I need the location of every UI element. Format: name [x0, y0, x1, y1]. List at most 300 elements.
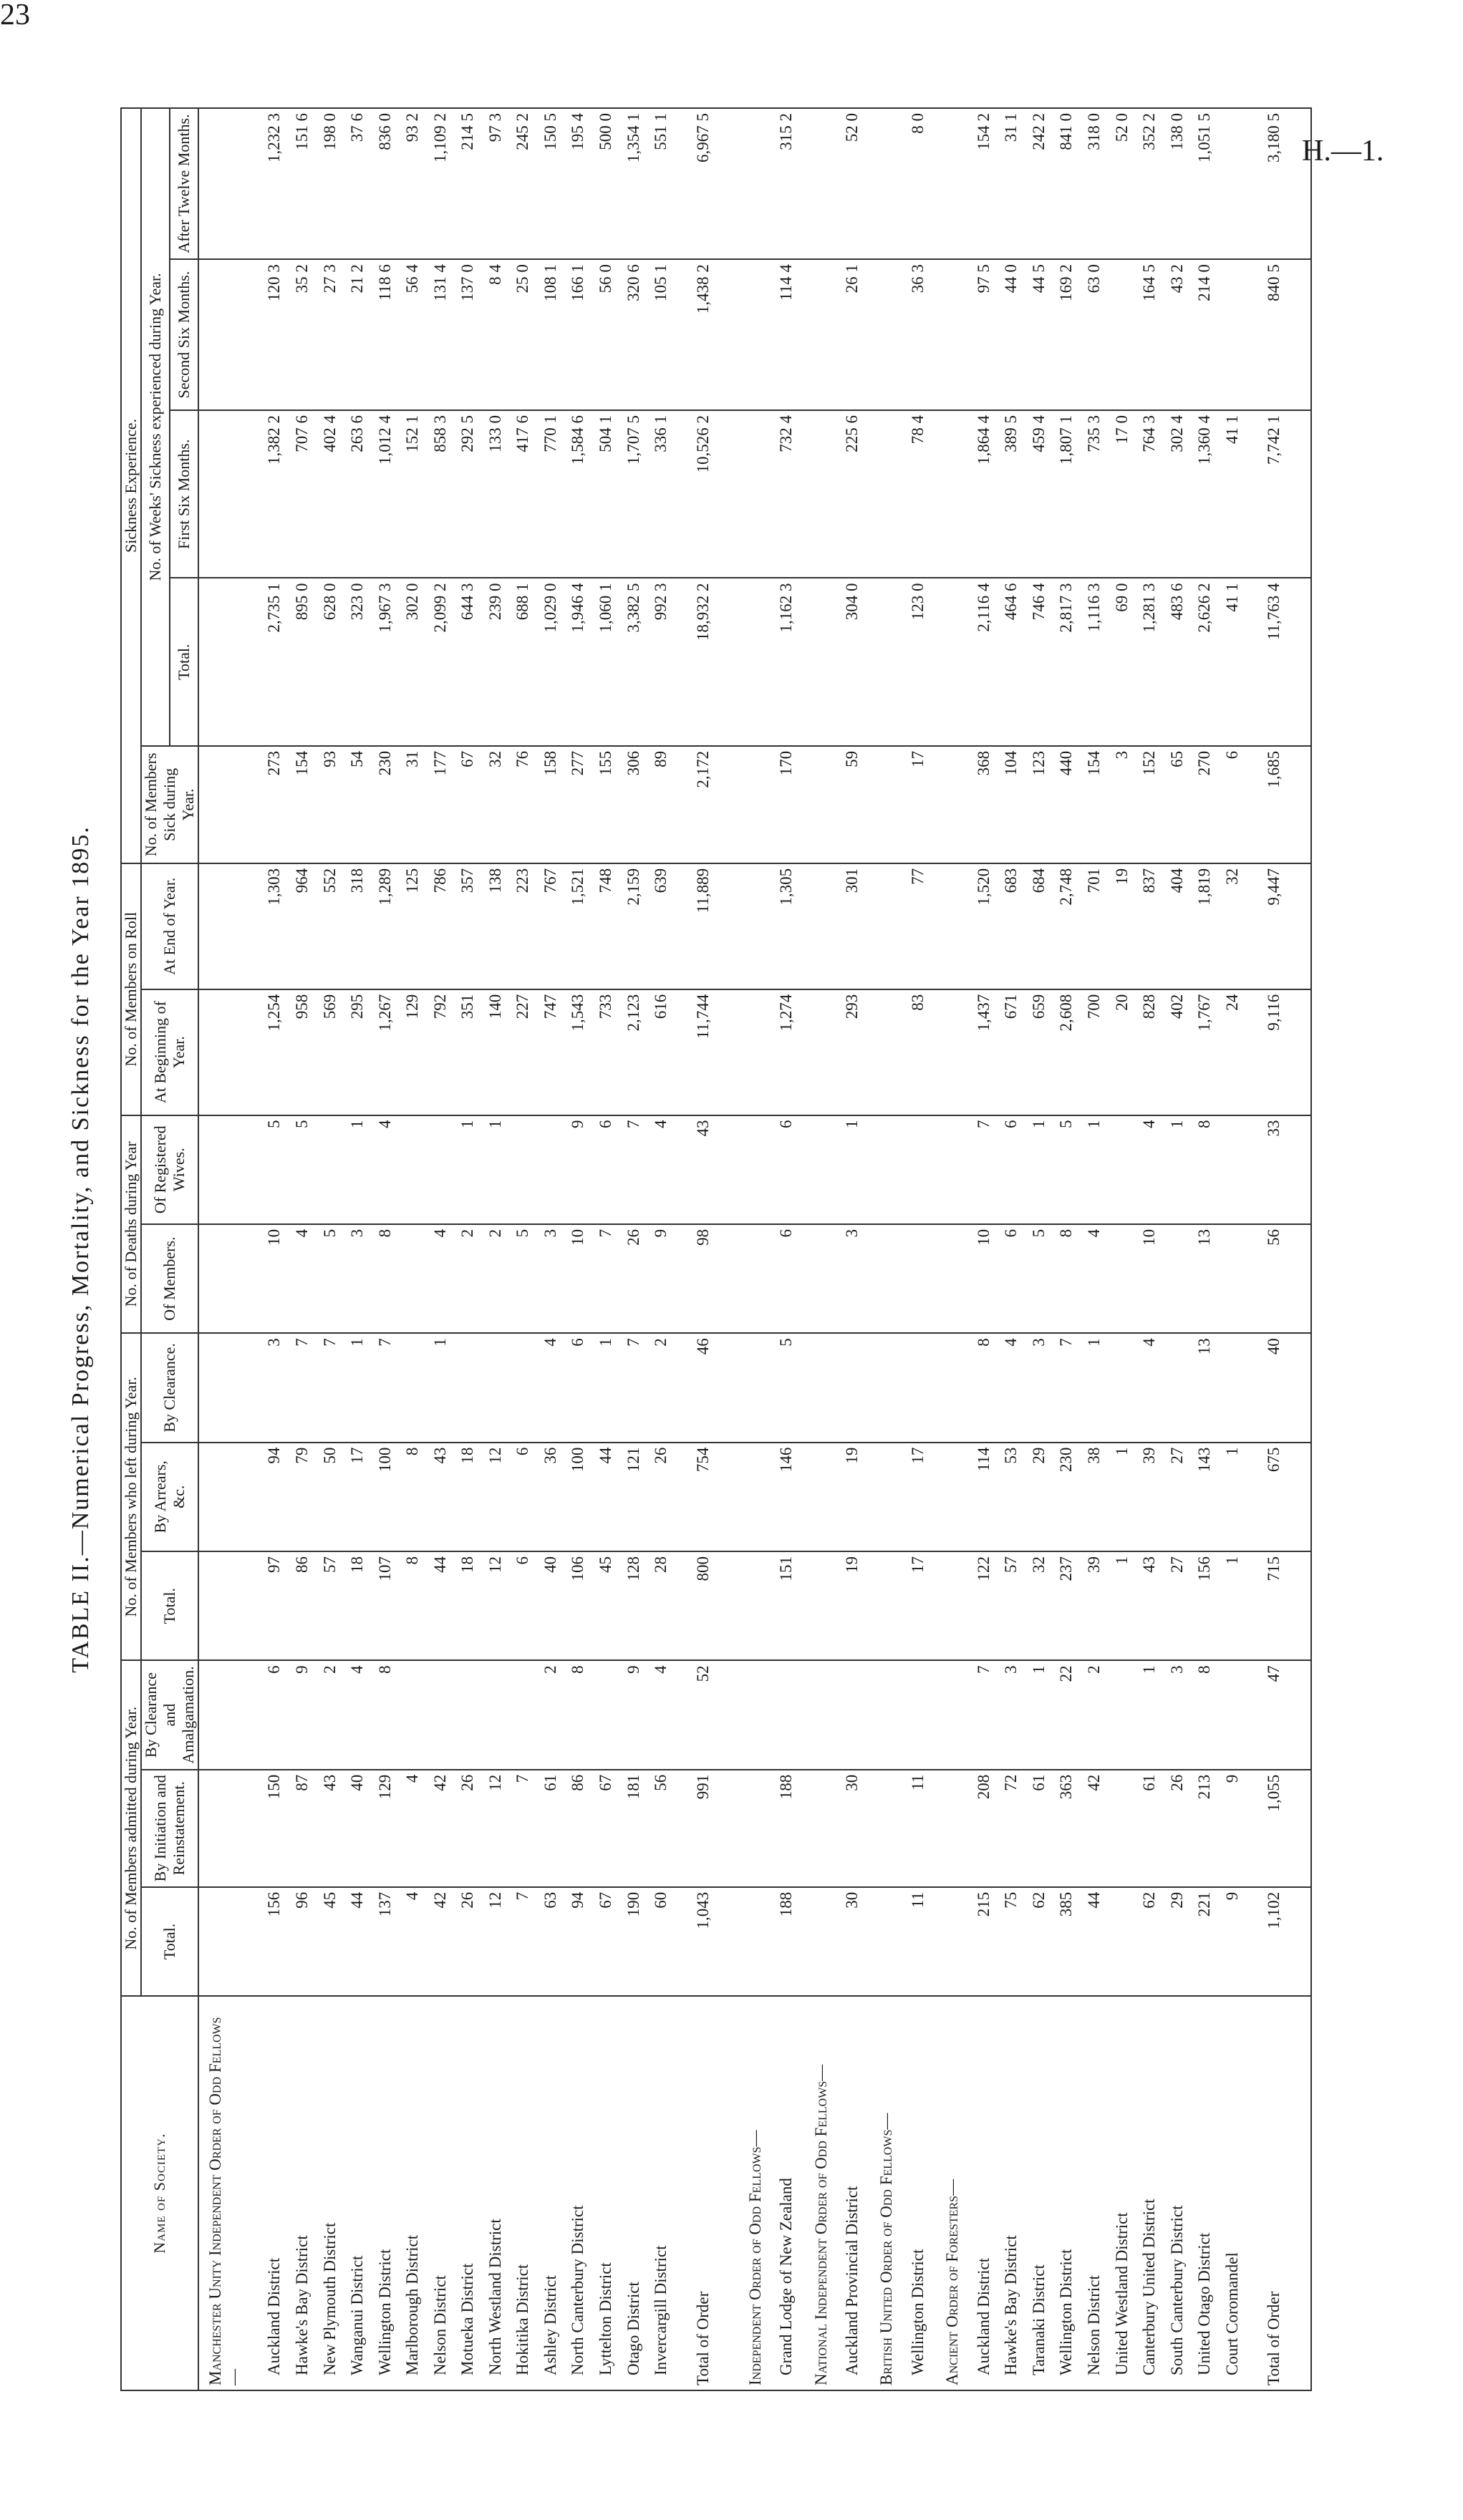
table-row	[376, 108, 404, 2390]
header-name-of-society: Name of Society.	[121, 1996, 198, 2390]
data-cell: 1,267	[376, 989, 404, 1115]
data-cell: 1	[348, 1115, 376, 1224]
header-admitted-initiation: By Initiation and Reinstatement.	[141, 1770, 198, 1887]
total-cell: 1,043	[680, 1887, 739, 1996]
data-cell: 1,281 3	[1140, 578, 1168, 745]
data-cell: 8	[569, 1660, 597, 1769]
data-cell: 19	[843, 1551, 871, 1660]
data-cell: 2	[458, 1224, 486, 1333]
total-cell: 7,742 1	[1250, 410, 1311, 578]
data-cell: 9	[652, 1224, 680, 1333]
empty-cell	[870, 1660, 908, 1769]
empty-cell	[198, 1115, 265, 1224]
data-cell	[1223, 108, 1251, 259]
data-cell: 27 3	[321, 259, 349, 410]
total-row	[1250, 108, 1311, 2390]
empty-cell	[198, 1224, 265, 1333]
data-cell: 2,123	[624, 989, 652, 1115]
data-cell: 733	[597, 989, 624, 1115]
table-row	[652, 108, 680, 2390]
data-cell: 9	[624, 1660, 652, 1769]
data-cell: 26 1	[843, 259, 871, 410]
data-cell: 2,817 3	[1057, 578, 1085, 745]
empty-cell	[739, 1770, 777, 1887]
table-row	[486, 108, 514, 2390]
data-cell: 964	[293, 863, 321, 989]
header-members-sick: No. of Members Sick during Year.	[141, 746, 198, 863]
data-cell: 190	[624, 1887, 652, 1996]
data-cell: 747	[541, 989, 569, 1115]
data-cell	[1168, 1224, 1196, 1333]
data-cell: 9	[1223, 1770, 1251, 1887]
empty-cell	[805, 259, 843, 410]
data-cell: 828	[1140, 989, 1168, 1115]
table-row	[513, 108, 541, 2390]
data-cell: 208	[975, 1770, 1003, 1887]
data-cell: 732 4	[777, 410, 805, 578]
data-cell: 150 5	[541, 108, 569, 259]
data-cell: 214 5	[458, 108, 486, 259]
society-name: Wellington District	[909, 1996, 937, 2390]
data-cell: 8	[403, 1551, 431, 1660]
table-row	[569, 108, 597, 2390]
total-cell: 46	[680, 1333, 739, 1442]
empty-cell	[198, 1551, 265, 1660]
data-cell: 150	[265, 1770, 293, 1887]
data-cell: 552	[321, 863, 349, 989]
total-cell: 43	[680, 1115, 739, 1224]
data-cell: 336 1	[652, 410, 680, 578]
data-cell: 1,303	[265, 863, 293, 989]
data-cell: 3	[1002, 1660, 1030, 1769]
data-cell: 30	[843, 1770, 871, 1887]
data-cell: 4	[376, 1115, 404, 1224]
data-cell: 1	[1030, 1115, 1058, 1224]
data-cell: 4	[403, 1770, 431, 1887]
data-cell	[909, 1333, 937, 1442]
society-group-heading: British United Order of Odd Fellows—	[870, 1996, 908, 2390]
empty-cell	[739, 108, 777, 259]
data-cell: 32	[486, 746, 514, 863]
table-row	[541, 108, 569, 2390]
data-cell: 1,060 1	[597, 578, 624, 745]
society-name: Auckland District	[975, 1996, 1003, 2390]
data-cell: 195 4	[569, 108, 597, 259]
data-cell: 6	[265, 1660, 293, 1769]
data-cell: 223	[513, 863, 541, 989]
society-name: Grand Lodge of New Zealand	[777, 1996, 805, 2390]
data-cell: 62	[1140, 1887, 1168, 1996]
total-cell: 52	[680, 1660, 739, 1769]
data-cell	[513, 1660, 541, 1769]
total-cell: 11,763 4	[1250, 578, 1311, 745]
total-cell: 47	[1250, 1660, 1311, 1769]
data-cell: 684	[1030, 863, 1058, 989]
empty-cell	[870, 989, 908, 1115]
society-name: Wellington District	[1057, 1996, 1085, 2390]
data-cell: 389 5	[1002, 410, 1030, 578]
data-cell: 8	[376, 1660, 404, 1769]
data-cell: 129	[403, 989, 431, 1115]
society-name: Lyttelton District	[597, 1996, 624, 2390]
empty-cell	[198, 1770, 265, 1887]
data-cell: 3	[265, 1333, 293, 1442]
empty-cell	[936, 1115, 974, 1224]
society-group-heading: Manchester Unity Independent Order of Odd Fellows—	[198, 1996, 265, 2390]
society-group-heading: Ancient Order of Foresters—	[936, 1996, 974, 2390]
empty-cell	[870, 1333, 908, 1442]
data-cell: 52 0	[1113, 108, 1141, 259]
data-cell	[431, 1660, 459, 1769]
data-cell: 1,305	[777, 863, 805, 989]
data-cell: 895 0	[293, 578, 321, 745]
data-cell: 42	[431, 1770, 459, 1887]
data-cell: 230	[1057, 1443, 1085, 1551]
data-cell: 227	[513, 989, 541, 1115]
empty-cell	[198, 410, 265, 578]
data-cell: 688 1	[513, 578, 541, 745]
empty-cell	[805, 746, 843, 863]
data-cell: 1,051 5	[1195, 108, 1223, 259]
data-cell: 2	[1085, 1660, 1113, 1769]
data-cell: 93	[321, 746, 349, 863]
data-cell: 770 1	[541, 410, 569, 578]
data-cell: 3	[1168, 1660, 1196, 1769]
empty-cell	[805, 1887, 843, 1996]
empty-cell	[739, 259, 777, 410]
data-cell: 5	[293, 1115, 321, 1224]
header-weeks-second: Second Six Months.	[170, 259, 198, 410]
table-row	[624, 108, 652, 2390]
empty-cell	[870, 863, 908, 989]
data-cell: 11	[909, 1887, 937, 1996]
header-left-total: Total.	[141, 1551, 198, 1660]
data-cell: 137 0	[458, 259, 486, 410]
society-name: Hawke's Bay District	[293, 1996, 321, 2390]
data-cell: 8	[1057, 1224, 1085, 1333]
data-cell: 12	[486, 1770, 514, 1887]
empty-cell	[739, 1551, 777, 1660]
table-row	[1085, 108, 1113, 2390]
data-cell: 1,967 3	[376, 578, 404, 745]
data-cell: 63	[541, 1887, 569, 1996]
empty-cell	[805, 108, 843, 259]
data-cell: 11	[909, 1770, 937, 1887]
empty-cell	[936, 578, 974, 745]
data-cell: 154	[293, 746, 321, 863]
data-cell: 764 3	[1140, 410, 1168, 578]
data-cell: 114	[975, 1443, 1003, 1551]
table-row	[403, 108, 431, 2390]
empty-cell	[936, 259, 974, 410]
society-name: South Canterbury District	[1168, 1996, 1196, 2390]
group-heading-row	[739, 108, 777, 2390]
data-cell: 18	[348, 1551, 376, 1660]
data-cell: 24	[1223, 989, 1251, 1115]
data-cell: 6	[1002, 1224, 1030, 1333]
data-cell	[1113, 1224, 1141, 1333]
header-weeks-after: After Twelve Months.	[170, 108, 198, 259]
data-cell: 237	[1057, 1551, 1085, 1660]
data-cell: 123 0	[909, 578, 937, 745]
data-cell: 61	[1030, 1770, 1058, 1887]
data-cell: 108 1	[541, 259, 569, 410]
table-row	[777, 108, 805, 2390]
data-cell: 245 2	[513, 108, 541, 259]
empty-cell	[805, 989, 843, 1115]
data-cell: 302 0	[403, 578, 431, 745]
empty-cell	[739, 989, 777, 1115]
data-cell: 26	[458, 1887, 486, 1996]
data-cell: 76	[513, 746, 541, 863]
empty-cell	[936, 1887, 974, 1996]
society-name: North Westland District	[486, 1996, 514, 2390]
data-cell: 2,735 1	[265, 578, 293, 745]
data-cell: 225 6	[843, 410, 871, 578]
data-cell: 41 1	[1223, 578, 1251, 745]
data-cell: 12	[486, 1551, 514, 1660]
data-cell: 40	[348, 1770, 376, 1887]
empty-cell	[805, 1551, 843, 1660]
data-cell: 52 0	[843, 108, 871, 259]
data-cell: 464 6	[1002, 578, 1030, 745]
empty-cell	[936, 1770, 974, 1887]
header-left: No. of Members who left during Year.	[121, 1333, 141, 1660]
society-name: North Canterbury District	[569, 1996, 597, 2390]
data-cell: 1	[1223, 1551, 1251, 1660]
data-cell	[486, 1333, 514, 1442]
data-cell: 302 4	[1168, 410, 1196, 578]
data-cell: 1,543	[569, 989, 597, 1115]
data-cell: 94	[265, 1443, 293, 1551]
data-cell: 1,946 4	[569, 578, 597, 745]
rotated-table-sheet	[64, 107, 1296, 2391]
empty-cell	[739, 1333, 777, 1442]
empty-cell	[198, 746, 265, 863]
data-cell: 140	[486, 989, 514, 1115]
statistics-table	[120, 107, 1312, 2391]
data-cell: 158	[541, 746, 569, 863]
data-cell: 35 2	[293, 259, 321, 410]
data-cell: 958	[293, 989, 321, 1115]
data-cell: 1	[1223, 1443, 1251, 1551]
data-cell: 32	[1223, 863, 1251, 989]
data-cell: 459 4	[1030, 410, 1058, 578]
society-group-heading: National Independent Order of Odd Fellows—	[805, 1996, 843, 2390]
data-cell	[458, 1333, 486, 1442]
total-cell: 1,438 2	[680, 259, 739, 410]
data-cell: 166 1	[569, 259, 597, 410]
empty-cell	[739, 746, 777, 863]
data-cell: 1,864 4	[975, 410, 1003, 578]
society-name: Hokitika District	[513, 1996, 541, 2390]
data-cell	[403, 1333, 431, 1442]
empty-cell	[739, 410, 777, 578]
data-cell: 170	[777, 746, 805, 863]
data-cell: 19	[1113, 863, 1141, 989]
society-name: Canterbury United District	[1140, 1996, 1168, 2390]
data-cell: 239 0	[486, 578, 514, 745]
data-cell	[1223, 1333, 1251, 1442]
empty-cell	[739, 1443, 777, 1551]
data-cell: 4	[1002, 1333, 1030, 1442]
data-cell: 89	[652, 746, 680, 863]
data-cell: 181	[624, 1770, 652, 1887]
data-cell: 53	[1002, 1443, 1030, 1551]
data-cell: 368	[975, 746, 1003, 863]
data-cell	[1113, 259, 1141, 410]
data-cell: 5	[513, 1224, 541, 1333]
empty-cell	[198, 1660, 265, 1769]
data-cell: 700	[1085, 989, 1113, 1115]
header-roll-end: At End of Year.	[141, 863, 198, 989]
data-cell: 67	[597, 1887, 624, 1996]
data-cell: 120 3	[265, 259, 293, 410]
empty-cell	[805, 1333, 843, 1442]
data-cell: 1,707 5	[624, 410, 652, 578]
data-cell	[1223, 1660, 1251, 1769]
data-cell: 129	[376, 1770, 404, 1887]
data-cell: 1	[1168, 1115, 1196, 1224]
empty-cell	[936, 1224, 974, 1333]
data-cell: 169 2	[1057, 259, 1085, 410]
table-row	[1113, 108, 1141, 2390]
data-cell: 1,354 1	[624, 108, 652, 259]
society-name: Invercargill District	[652, 1996, 680, 2390]
data-cell	[403, 1115, 431, 1224]
empty-cell	[870, 259, 908, 410]
data-cell: 154	[1085, 746, 1113, 863]
data-cell: 54	[348, 746, 376, 863]
data-cell: 4	[541, 1333, 569, 1442]
data-cell	[1113, 1660, 1141, 1769]
data-cell: 79	[293, 1443, 321, 1551]
total-cell: 9,447	[1250, 863, 1311, 989]
data-cell: 10	[975, 1224, 1003, 1333]
data-cell: 786	[431, 863, 459, 989]
data-cell: 1	[1140, 1660, 1168, 1769]
data-cell: 270	[1195, 746, 1223, 863]
data-cell: 4	[1140, 1333, 1168, 1442]
data-cell: 3	[541, 1224, 569, 1333]
data-cell	[1223, 1224, 1251, 1333]
data-cell: 357	[458, 863, 486, 989]
data-cell: 44	[1085, 1887, 1113, 1996]
data-cell: 2,608	[1057, 989, 1085, 1115]
header-roll: No. of Members on Roll	[121, 863, 141, 1115]
data-cell: 43	[1140, 1551, 1168, 1660]
society-name: Nelson District	[1085, 1996, 1113, 2390]
empty-cell	[739, 578, 777, 745]
data-cell: 992 3	[652, 578, 680, 745]
table-row	[265, 108, 293, 2390]
data-cell: 2,159	[624, 863, 652, 989]
data-cell: 106	[569, 1551, 597, 1660]
data-cell: 735 3	[1085, 410, 1113, 578]
data-cell: 4	[652, 1660, 680, 1769]
data-cell: 1,382 2	[265, 410, 293, 578]
total-cell: 1,102	[1250, 1887, 1311, 1996]
data-cell: 9	[569, 1115, 597, 1224]
total-cell: 11,744	[680, 989, 739, 1115]
data-cell: 315 2	[777, 108, 805, 259]
data-cell: 1,807 1	[1057, 410, 1085, 578]
society-name: Motueka District	[458, 1996, 486, 2390]
data-cell: 5	[265, 1115, 293, 1224]
data-cell: 154 2	[975, 108, 1003, 259]
data-cell: 1,584 6	[569, 410, 597, 578]
data-cell: 12	[486, 1443, 514, 1551]
data-cell: 402	[1168, 989, 1196, 1115]
data-cell: 31 1	[1002, 108, 1030, 259]
society-name: United Westland District	[1113, 1996, 1141, 2390]
data-cell: 57	[1002, 1551, 1030, 1660]
data-cell: 17	[909, 1443, 937, 1551]
data-cell: 701	[1085, 863, 1113, 989]
data-cell: 1,232 3	[265, 108, 293, 259]
data-cell: 17	[348, 1443, 376, 1551]
data-cell: 767	[541, 863, 569, 989]
data-cell: 8 0	[909, 108, 937, 259]
data-cell: 273	[265, 746, 293, 863]
data-cell: 7	[624, 1333, 652, 1442]
data-cell: 100	[376, 1443, 404, 1551]
data-cell: 78 4	[909, 410, 937, 578]
empty-cell	[870, 1115, 908, 1224]
empty-cell	[870, 1551, 908, 1660]
data-cell: 114 4	[777, 259, 805, 410]
data-cell: 86	[293, 1551, 321, 1660]
data-cell: 151	[777, 1551, 805, 1660]
empty-cell	[936, 863, 974, 989]
data-cell	[597, 1660, 624, 1769]
society-name: Hawke's Bay District	[1002, 1996, 1030, 2390]
data-cell: 7	[597, 1224, 624, 1333]
data-cell: 13	[1195, 1333, 1223, 1442]
data-cell: 7	[975, 1660, 1003, 1769]
data-cell: 67	[458, 746, 486, 863]
data-cell: 417 6	[513, 410, 541, 578]
data-cell: 352 2	[1140, 108, 1168, 259]
data-cell: 152	[1140, 746, 1168, 863]
empty-cell	[870, 1770, 908, 1887]
data-cell: 31	[403, 746, 431, 863]
data-cell: 293	[843, 989, 871, 1115]
data-cell: 616	[652, 989, 680, 1115]
total-cell: 1,055	[1250, 1770, 1311, 1887]
table-row	[909, 108, 937, 2390]
data-cell: 551 1	[652, 108, 680, 259]
total-cell: 33	[1250, 1115, 1311, 1224]
data-cell: 18	[458, 1443, 486, 1551]
data-cell: 18	[458, 1551, 486, 1660]
data-cell	[1113, 1887, 1141, 1996]
empty-cell	[198, 863, 265, 989]
data-cell: 837	[1140, 863, 1168, 989]
data-cell: 107	[376, 1551, 404, 1660]
data-cell: 1	[597, 1333, 624, 1442]
total-cell: 715	[1250, 1551, 1311, 1660]
data-cell	[431, 1115, 459, 1224]
data-cell: 5	[1057, 1115, 1085, 1224]
data-cell: 143	[1195, 1443, 1223, 1551]
data-cell: 2	[652, 1333, 680, 1442]
data-cell: 56 0	[597, 259, 624, 410]
data-cell: 1,116 3	[1085, 578, 1113, 745]
data-cell: 242 2	[1030, 108, 1058, 259]
table-row	[1057, 108, 1085, 2390]
data-cell: 96	[293, 1887, 321, 1996]
